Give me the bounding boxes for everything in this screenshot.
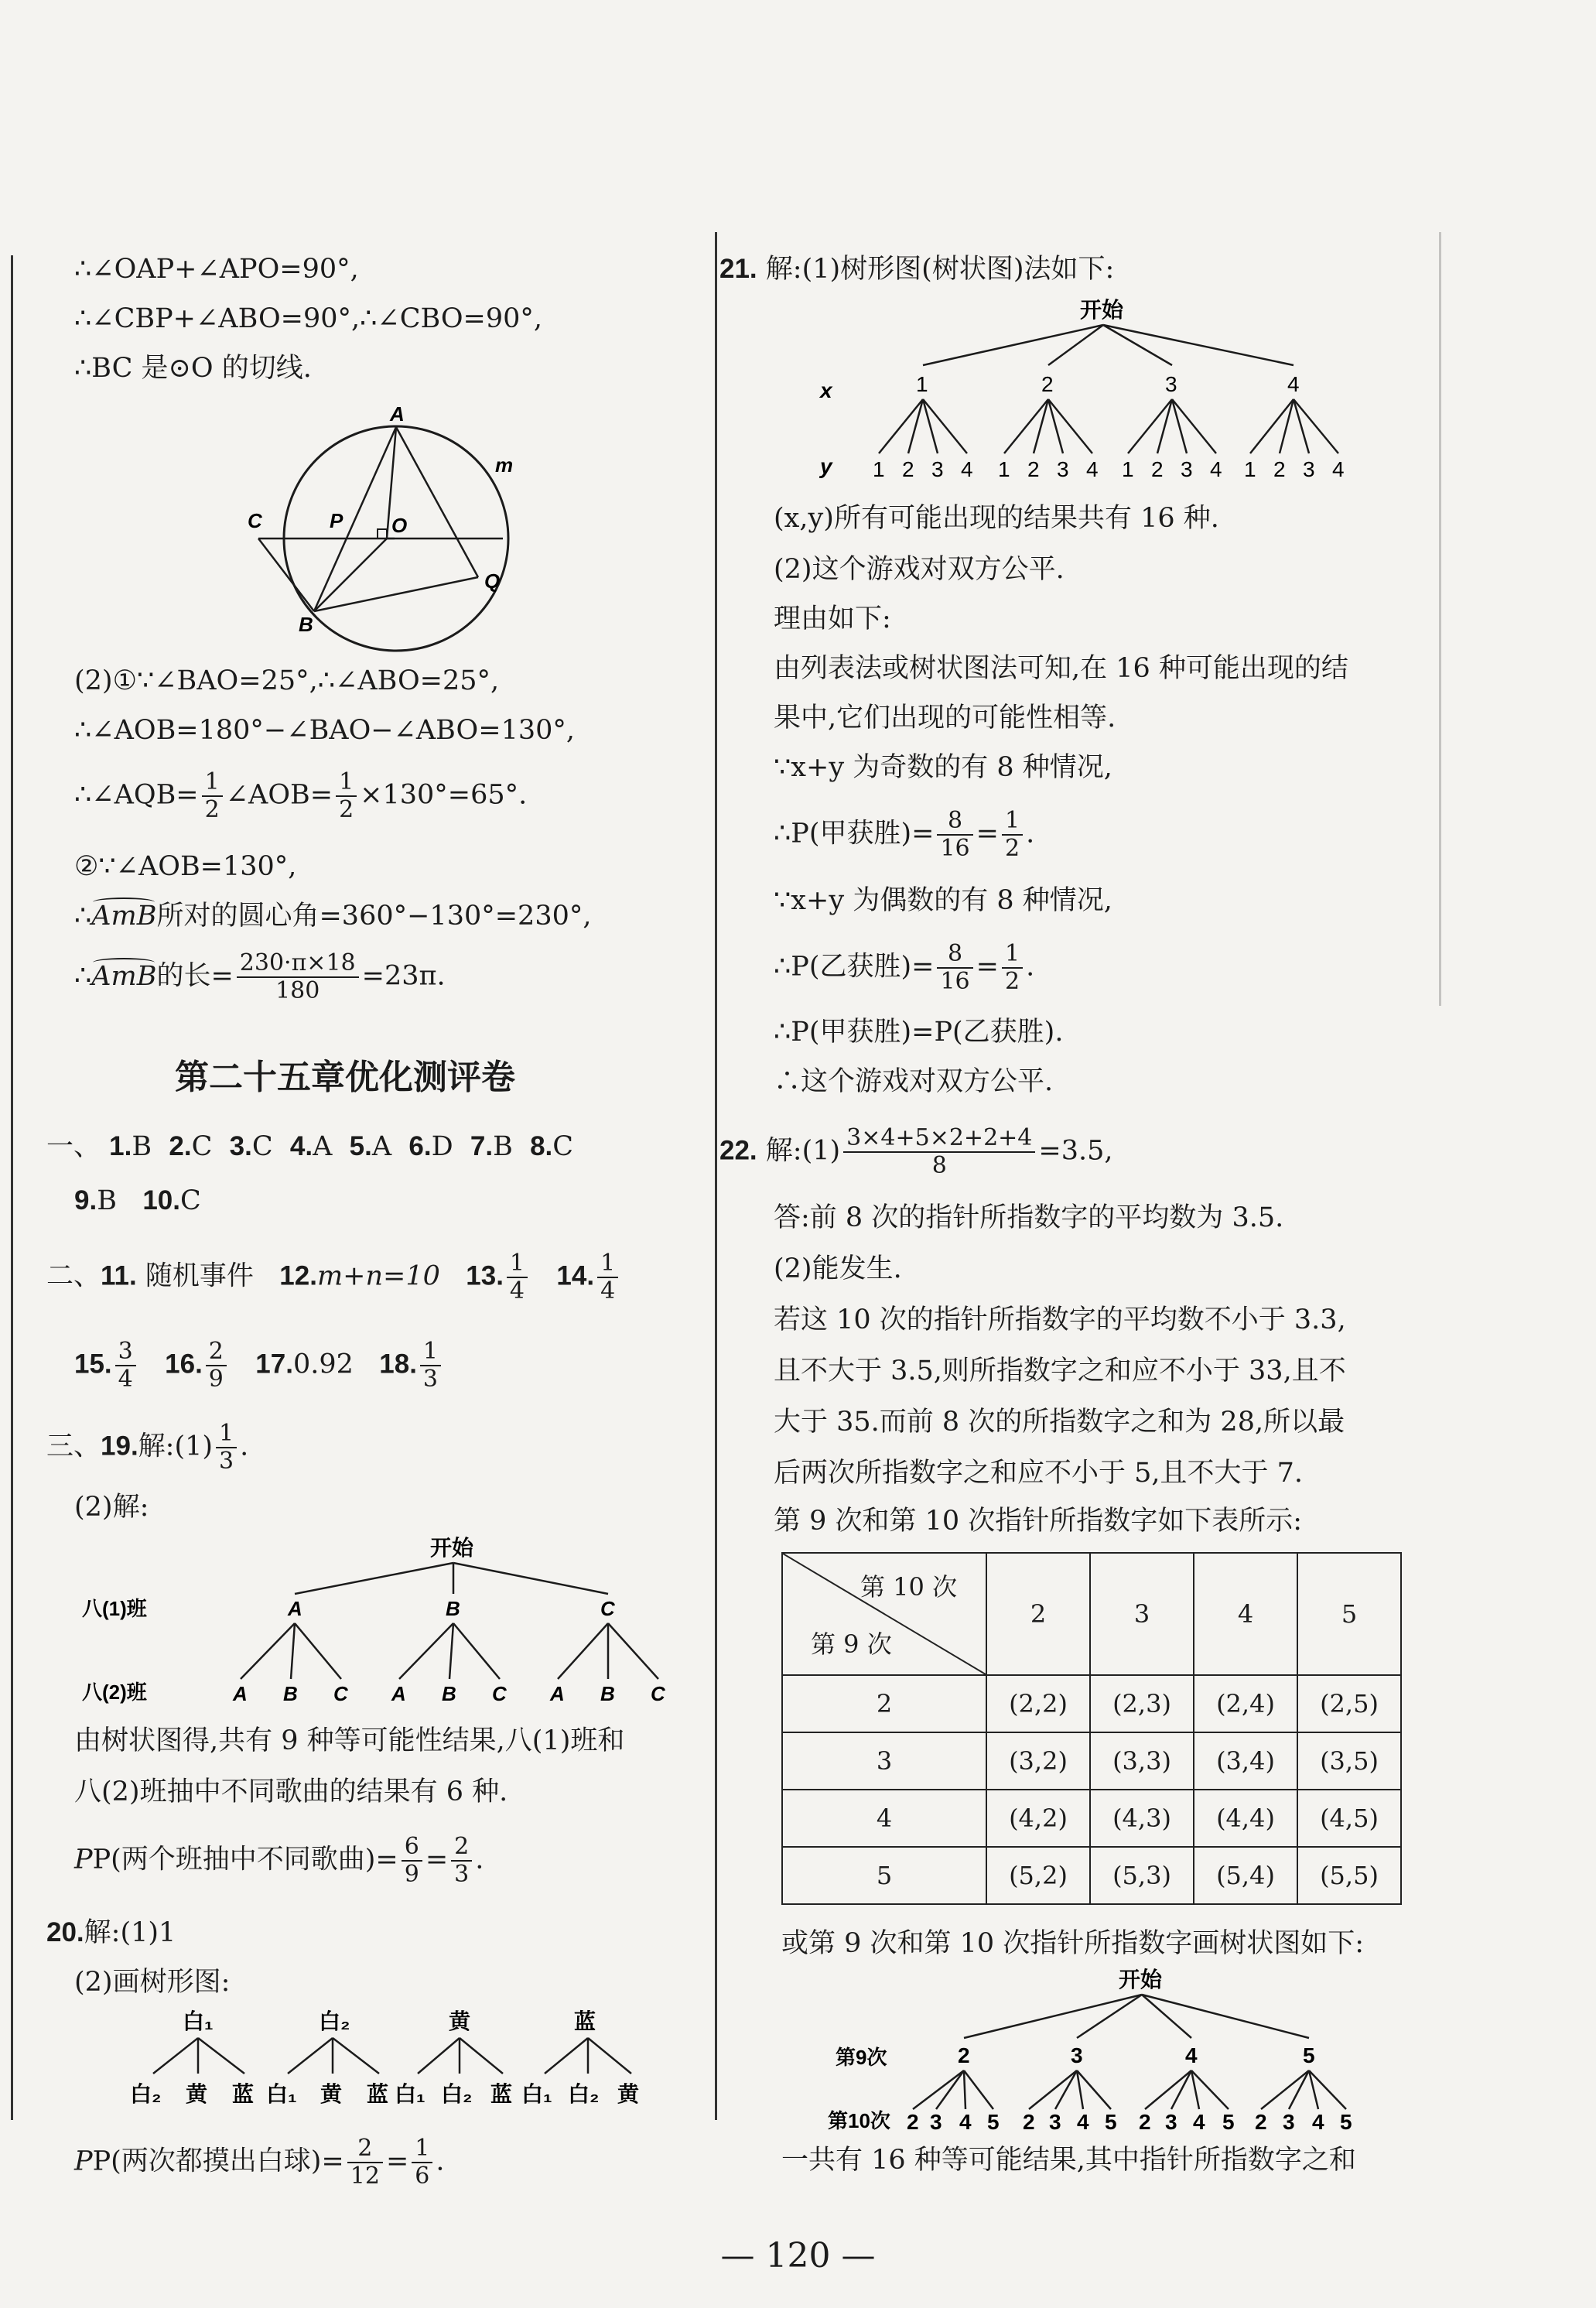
q21-prob-a: ∴P(甲获胜)= $\frac{8}{16}$ = $\frac{1}{2}$ . [774,807,1035,862]
q21-text-1: (x,y)所有可能出现的结果共有 16 种. [774,503,1219,534]
q20-leaf: 蓝 [232,2082,255,2106]
circle-label-q: Q [484,569,501,593]
q19-part-2: (2)解: [74,1492,149,1523]
q22-leaf: 5 [1340,2110,1352,2134]
q21-y-node: 4 [1210,457,1222,481]
table-row [782,1847,1401,1904]
q22-results-table [781,1552,1402,1905]
q22-node: 2 [958,2043,970,2067]
left-line-5: ∴∠AOB=180°−∠BAO−∠ABO=130°, [74,715,576,746]
q22-leaf: 4 [1193,2110,1205,2134]
q22-row1-label: 第9次 [836,2046,887,2069]
table-row-header: 4 [782,1790,986,1847]
table-cell: (2,3) [1090,1675,1194,1732]
q19-leaf: C [492,1682,507,1705]
q20-leaf: 蓝 [490,2082,513,2106]
q19-leaf: A [550,1682,565,1705]
q20-leaf: 蓝 [367,2082,389,2106]
q22-after-table: 或第 9 次和第 10 次指针所指数字画树状图如下: [781,1928,1365,1959]
q22-text-1: 答:前 8 次的指针所指数字的平均数为 3.5. [774,1202,1284,1233]
page-number: — 120 — [720,2236,876,2276]
left-column-rule [11,255,13,2120]
q21-line-1: 21. 解:(1)树形图(树状图)法如下: [719,254,1115,285]
q22-leaf: 5 [1105,2110,1117,2134]
circle-label-m: m [495,453,514,477]
q22-leaf: 3 [1165,2110,1177,2134]
q21-y-node: 1 [1244,457,1256,481]
q19-leaf: C [651,1682,665,1705]
q21-y-node: 2 [1027,457,1040,481]
q21-y-node: 4 [1332,457,1345,481]
q21-text-4: 由列表法或树状图法可知,在 16 种可能出现的结 [774,653,1348,684]
q19-node-a: A [288,1597,302,1620]
q22-leaf: 4 [1312,2110,1324,2134]
q21-text-2: (2)这个游戏对双方公平. [774,554,1065,585]
q22-leaf: 4 [959,2110,972,2134]
table-corner-top: 第 10 次 [860,1572,958,1602]
answers-row-3: 二、11. 随机事件 12.m+n=10 13. $\frac{1}{4}$ 14. $\frac{1}{4}$ [46,1250,621,1304]
table-col-header: 4 [1194,1553,1297,1675]
table-cell: (3,3) [1090,1732,1194,1790]
q22-leaf: 5 [1222,2110,1235,2134]
q20-leaf: 白₂ [441,2082,473,2106]
center-column-rule [715,232,717,2120]
table-header-row [782,1553,1401,1675]
arc-amb: AmB [91,901,157,932]
q22-leaf: 3 [930,2110,942,2134]
table-corner-bottom: 第 9 次 [811,1629,892,1659]
circle-label-o: O [391,514,408,537]
q20-line-1: 20.解:(1)1 [46,1917,176,1948]
q21-x-label: x [820,378,832,402]
arc-length-line: ∴AmB的长= $\frac{230\cdot\pi\times 18}{180}$ =23π. [74,949,446,1004]
right-column-rule [1439,232,1441,1006]
table-cell: (2,2) [986,1675,1090,1732]
q21-fair-line: ∴这个游戏对双方公平. [774,1066,1054,1097]
q19-leaf: B [442,1682,456,1705]
q19-leaf: A [391,1682,406,1705]
q22-line-1: 22. 解:(1) $\frac{3\times 4+5\times 2+2+4}{8}$ =3.5, [719,1124,1113,1179]
q20-leaf: 白₂ [568,2082,600,2106]
left-line-2: ∴∠CBP+∠ABO=90°,∴∠CBO=90°, [74,303,543,334]
circle-label-p: P [330,509,343,532]
q22-row2-label: 第10次 [828,2109,890,2132]
q22-node: 4 [1185,2043,1198,2067]
circle-label-a: A [390,402,405,426]
q20-top-4: 蓝 [574,2009,596,2033]
table-cell: (3,4) [1194,1732,1297,1790]
q22-last-line: 一共有 16 种等可能结果,其中指针所指数字之和 [781,2145,1356,2176]
table-row-header: 2 [782,1675,986,1732]
table-cell: (4,2) [986,1790,1090,1847]
q21-y-node: 3 [1303,457,1315,481]
q19-leaf: B [283,1682,298,1705]
left-line-4: (2)①∵∠BAO=25°,∴∠ABO=25°, [74,665,500,696]
q19-leaf: C [333,1682,348,1705]
q22-leaf: 2 [1023,2110,1035,2134]
q19-leaf: B [600,1682,615,1705]
q20-leaf: 白₂ [130,2082,162,2106]
q22-text-5: 大于 35.而前 8 次的所指数字之和为 28,所以最 [774,1407,1345,1438]
table-col-header: 5 [1297,1553,1401,1675]
q20-leaf: 白₁ [266,2082,297,2106]
q20-leaf: 白₁ [395,2082,425,2106]
table-cell: (4,4) [1194,1790,1297,1847]
q22-text-7: 第 9 次和第 10 次指针所指数字如下表所示: [774,1506,1303,1537]
arc-angle-line: ∴AmB所对的圆心角=360°−130°=230°, [74,901,592,932]
table-col-header: 3 [1090,1553,1194,1675]
q19-row1-label: 八(1)班 [82,1597,147,1620]
q21-tree-diagram [812,291,1369,484]
table-row [782,1675,1401,1732]
q19-leaf: A [233,1682,248,1705]
q22-text-3: 若这 10 次的指针所指数字的平均数不小于 3.3, [774,1304,1346,1335]
q19-text-2: 八(2)班抽中不同歌曲的结果有 6 种. [74,1776,508,1807]
q19-probability: PP(两个班抽中不同歌曲)= $\frac{6}{9}$ = $\frac{2}{3}$ . [74,1833,484,1888]
answers-row-1: 一、 1.B 2.C 3.C 4.A 5.A 6.D 7.B 8.C [46,1131,574,1162]
q21-text-5: 果中,它们出现的可能性相等. [774,703,1116,733]
q22-text-2: (2)能发生. [774,1253,902,1284]
q21-y-node: 3 [1181,457,1193,481]
q21-x-node: 4 [1287,372,1300,396]
q21-y-node: 2 [1151,457,1164,481]
q21-y-node: 2 [902,457,914,481]
q21-x-node: 3 [1165,372,1177,396]
table-row [782,1790,1401,1847]
table-row-header: 3 [782,1732,986,1790]
answers-row-4: 15. $\frac{3}{4}$ 16. $\frac{2}{9}$ 17.0.92 18. $\frac{1}{3}$ [74,1339,444,1393]
q21-text-6: ∵x+y 为奇数的有 8 种情况, [774,752,1112,783]
q22-text-4: 且不大于 3.5,则所指数字之和应不小于 33,且不 [774,1356,1346,1387]
q20-leaf: 白₁ [521,2082,552,2106]
aqb-line: ∴∠AQB= $\frac{1}{2}$ ∠AOB= $\frac{1}{2}$ ×130°=65°. [74,768,528,823]
table-col-header: 2 [986,1553,1090,1675]
q22-leaf: 2 [1255,2110,1267,2134]
q22-node: 5 [1303,2043,1315,2067]
answers-row-2: 9.B 10.C [74,1185,201,1216]
q22-leaf: 2 [907,2110,919,2134]
q20-tree-diagram [116,2004,689,2112]
left-line-1: ∴∠OAP+∠APO=90°, [74,254,359,285]
circle-label-b: B [299,613,313,636]
table-cell: (5,4) [1194,1847,1297,1904]
q21-x-node: 1 [916,372,928,396]
circle-label-c: C [248,509,262,532]
left-line-3: ∴BC 是⊙O 的切线. [74,353,312,384]
q20-leaf: 黄 [320,2082,343,2106]
table-corner-cell [782,1553,986,1675]
q22-leaf: 3 [1283,2110,1295,2134]
left-line-6: ②∵∠AOB=130°, [74,851,297,882]
q21-y-node: 4 [1086,457,1099,481]
table-cell: (2,4) [1194,1675,1297,1732]
table-cell: (5,5) [1297,1847,1401,1904]
q22-text-6: 后两次所指数字之和应不小于 5,且不大于 7. [774,1458,1304,1489]
q21-y-node: 2 [1273,457,1286,481]
table-cell: (4,5) [1297,1790,1401,1847]
q21-y-label: y [820,454,832,478]
q20-top-1: 白₁ [183,2009,214,2033]
q22-leaf: 2 [1139,2110,1151,2134]
q21-y-node: 3 [931,457,944,481]
q19-node-c: C [600,1597,615,1620]
q20-top-2: 白₂ [319,2009,350,2033]
q20-leaf: 黄 [186,2082,208,2106]
q20-probability: PP(两次都摸出白球)= $\frac{2}{12}$ = $\frac{1}{6}$ . [74,2135,445,2190]
q22-leaf: 5 [987,2110,1000,2134]
q19-text-1: 由树状图得,共有 9 种等可能性结果,八(1)班和 [74,1725,625,1756]
q22-tree-start: 开始 [1119,1968,1163,1992]
q21-even-line: ∵x+y 为偶数的有 8 种情况, [774,885,1112,916]
q20-top-3: 黄 [449,2009,471,2033]
q19-tree-diagram [74,1529,709,1715]
q21-y-node: 1 [998,457,1010,481]
q20-leaf: 黄 [617,2082,640,2106]
q21-y-node: 1 [873,457,885,481]
table-cell: (3,2) [986,1732,1090,1790]
q21-y-node: 1 [1122,457,1134,481]
table-cell: (3,5) [1297,1732,1401,1790]
q21-y-node: 4 [961,457,973,481]
q19-line-1: 三、19.解:(1) $\frac{1}{3}$ . [46,1420,249,1475]
table-cell: (5,2) [986,1847,1090,1904]
table-row-header: 5 [782,1847,986,1904]
q20-line-2: (2)画树形图: [74,1967,231,1998]
q21-eq-line: ∴P(甲获胜)=P(乙获胜). [774,1017,1064,1048]
q21-text-3: 理由如下: [774,603,891,634]
q22-leaf: 4 [1077,2110,1089,2134]
table-cell: (5,3) [1090,1847,1194,1904]
q22-node: 3 [1071,2043,1083,2067]
q21-tree-start: 开始 [1080,298,1124,322]
q21-x-node: 2 [1041,372,1054,396]
q19-row2-label: 八(2)班 [82,1681,147,1704]
q21-prob-b: ∴P(乙获胜)= $\frac{8}{16}$ = $\frac{1}{2}$ . [774,940,1035,995]
q19-node-b: B [446,1597,460,1620]
q21-y-node: 3 [1057,457,1069,481]
table-row [782,1732,1401,1790]
table-cell: (2,5) [1297,1675,1401,1732]
table-cell: (4,3) [1090,1790,1194,1847]
q22-leaf: 3 [1049,2110,1061,2134]
chapter-title: 第二十五章优化测评卷 [175,1058,515,1097]
circle-diagram [232,399,557,662]
q22-tree-diagram [820,1961,1416,2139]
q19-tree-start: 开始 [430,1536,474,1560]
